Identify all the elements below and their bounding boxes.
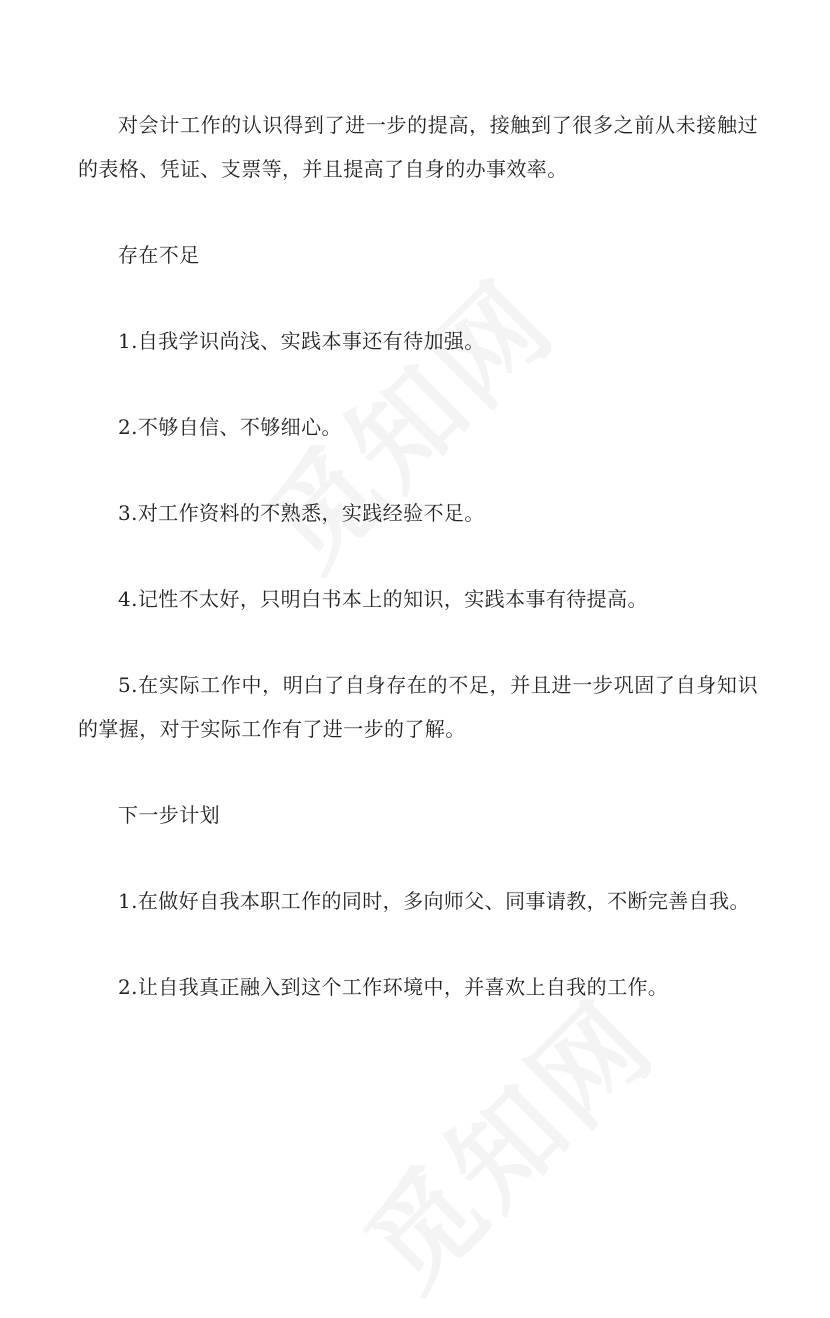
paragraph-accounting-understanding: 对会计工作的认识得到了进一步的提高，接触到了很多之前从未接触过的表格、凭证、支票等，并且提高了自身的办事效率。 xyxy=(78,113,758,181)
watermark xyxy=(325,960,683,1318)
document-body xyxy=(78,103,758,1009)
list-item: 4.记性不太好，只明白书本上的知识，实践本事有待提高。 xyxy=(118,587,648,611)
list-item: 1.自我学识尚浅、实践本事还有待加强。 xyxy=(118,329,485,353)
list-item: 1.在做好自我本职工作的同时，多向师父、同事请教，不断完善自我。 xyxy=(118,889,750,913)
list-item: 5.在实际工作中，明白了自身存在的不足，并且进一步巩固了自身知识的掌握，对于实际工作有了进一步的了解。 xyxy=(78,673,758,741)
section-heading-next-plan: 下一步计划 xyxy=(118,803,220,827)
section-heading-shortcomings: 存在不足 xyxy=(118,243,200,267)
list-item: 3.对工作资料的不熟悉，实践经验不足。 xyxy=(118,501,485,525)
list-item: 2.让自我真正融入到这个工作环境中，并喜欢上自我的工作。 xyxy=(118,975,669,999)
list-item: 2.不够自信、不够细心。 xyxy=(118,415,342,439)
